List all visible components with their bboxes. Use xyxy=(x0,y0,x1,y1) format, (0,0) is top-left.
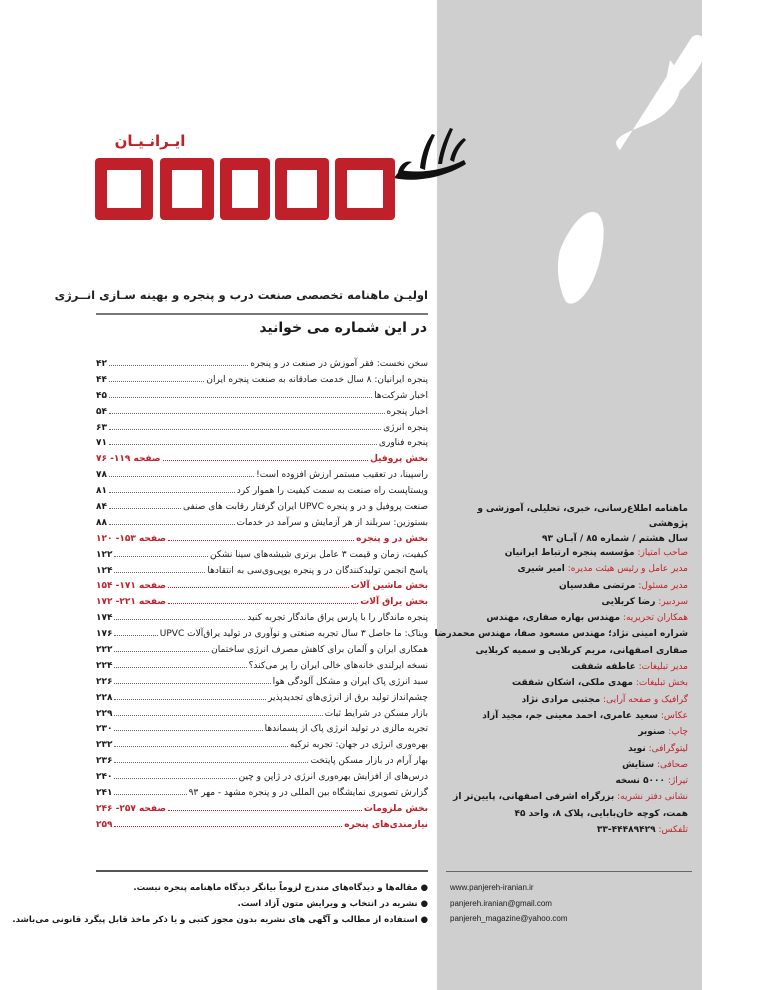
toc-title: بازار مسکن در شرایط ثبات xyxy=(324,708,428,719)
toc-leader xyxy=(114,785,186,795)
staff-list xyxy=(434,545,688,838)
logo-subtitle: ایـرانـیـان xyxy=(114,132,186,150)
staff-label: چاپ: xyxy=(668,727,688,738)
toc-title: سخن نخست: فقر آموزش در صنعت در و پنجره xyxy=(250,359,428,369)
staff-row xyxy=(448,757,688,773)
toc-row xyxy=(96,737,428,753)
toc-leader xyxy=(114,706,322,716)
staff-value: سعید عامری، احمد معینی جم، مجید آزاد xyxy=(482,710,659,721)
toc-title: درس‌های از افزایش بهره‌وری انرژی در ژاپن و چین xyxy=(238,772,428,783)
toc-page: ۸۴ xyxy=(96,502,107,513)
staff-label: لیتوگرافی: xyxy=(648,743,688,754)
staff-value: صنوبر xyxy=(638,727,666,738)
toc-page: ۷۸ xyxy=(96,470,107,481)
magazine-description: ماهنامه اطلاع‌رسانی، خبری، تحلیلی، آموزشی و پژوهشی xyxy=(477,504,688,529)
staff-row xyxy=(448,610,688,626)
toc-row xyxy=(96,420,428,436)
table-of-contents xyxy=(96,356,428,833)
toc-page: صفحه ۱۱۹- ۷۶ xyxy=(96,454,161,465)
toc-title: راسپینا، در تعقیب مستمر ارزش افزوده است! xyxy=(256,470,428,481)
toc-title: بخش در و پنجره xyxy=(356,533,428,544)
toc-title: بخش یراق آلات xyxy=(360,597,428,608)
toc-leader xyxy=(114,547,208,557)
staff-row xyxy=(448,741,688,757)
toc-title: بهره‌وری انرژی در جهان: تجربه ترکیه xyxy=(289,740,428,751)
divider xyxy=(96,313,428,315)
toc-page: ۲۳۰ xyxy=(96,724,113,735)
website-link[interactable]: www.panjereh-iranian.ir xyxy=(450,883,534,892)
toc-row xyxy=(96,706,428,722)
toc-page: ۲۴۱ xyxy=(96,788,113,799)
note-item: ● مقاله‌ها و دیدگاه‌های مندرج لزوماً بیانگر دیدگاه ماهنامه پنجره نیست. xyxy=(133,883,428,893)
contact-info xyxy=(450,880,690,927)
toc-row xyxy=(96,483,428,499)
toc-title: ویناک: ما حاصل ۳ سال تجربه صنعتی و نوآوری در تولید یراق‌آلات UPVC xyxy=(159,629,428,640)
staff-value: مرتضی مقدسیان xyxy=(558,580,636,591)
calligraphy-stroke-icon xyxy=(520,0,720,330)
toc-title: اخبار شرکت‌ها xyxy=(374,390,428,401)
contents-title: در این شماره می خوانید xyxy=(259,320,427,336)
toc-page: ۸۱ xyxy=(96,486,107,497)
toc-title: اخبار پنجره xyxy=(386,406,428,417)
toc-leader xyxy=(114,658,246,668)
toc-row xyxy=(96,356,428,372)
staff-value: ۵۰۰۰ نسخه xyxy=(615,776,666,787)
toc-page: صفحه ۲۵۷- ۲۴۶ xyxy=(96,803,167,814)
toc-leader xyxy=(114,626,157,636)
staff-label: نشانی دفتر نشریه: xyxy=(617,792,688,803)
staff-label: مدیر مسئول: xyxy=(638,580,688,591)
staff-row xyxy=(448,561,688,577)
toc-title: کیفیت، زمان و قیمت ۳ عامل برتری شیشه‌های سینا نشکن xyxy=(210,549,428,560)
staff-row xyxy=(448,724,688,740)
staff-row xyxy=(448,594,688,610)
toc-page: ۴۴ xyxy=(96,374,107,385)
toc-title: پنجره ایرانیان: ۸ سال خدمت صادقانه به صنعت پنجره ایران xyxy=(206,374,428,385)
staff-value: مؤسسه پنجره ارتباط ایرانیان xyxy=(504,548,635,558)
toc-row xyxy=(96,404,428,420)
staff-value: همت، کوچه خان‌بابایی، پلاک ۸، واحد ۴۵ xyxy=(514,808,688,819)
staff-value: مهندس بهاره صفاری، مهندس xyxy=(486,613,621,624)
toc-leader xyxy=(114,642,209,652)
toc-row xyxy=(96,610,428,626)
staff-value: مجتبی مرادی نژاد xyxy=(521,694,601,705)
toc-title: پاسخ انجمن تولیدکنندگان در و پنجره یوپی‌وی‌سی به انتقادها xyxy=(207,565,428,576)
toc-page: صفحه ۲۲۱- ۱۷۲ xyxy=(96,597,167,608)
staff-label: بخش تبلیغات: xyxy=(635,678,688,689)
toc-row xyxy=(96,547,428,563)
staff-label: تیراژ: xyxy=(667,776,688,787)
staff-row xyxy=(448,692,688,708)
staff-label: مدیر عامل و رئیس هیئت مدیره: xyxy=(567,564,688,575)
staff-value: ۴۴۴۸۹۴۲۹-۳۳ xyxy=(596,825,656,836)
toc-title: بخش پروفیل xyxy=(370,454,428,465)
magazine-info xyxy=(448,502,688,547)
toc-leader xyxy=(109,515,235,525)
toc-row xyxy=(96,642,428,658)
toc-page: ۱۲۲ xyxy=(96,549,113,560)
staff-label: مدیر تبلیغات: xyxy=(638,662,688,673)
toc-title: چشم‌انداز تولید برق از انرژی‌های تجدیدپذیر xyxy=(268,692,428,703)
staff-value: مهدی ملکی، اشکان شفقت xyxy=(512,678,633,689)
toc-row xyxy=(96,388,428,404)
staff-value: بزرگراه اشرفی اصفهانی، پایین‌تر از xyxy=(453,792,615,803)
email-link[interactable]: panjereh_magazine@yahoo.com xyxy=(450,914,568,923)
toc-title: تجربه مالزی در تولید انرژی پاک از پسماندها xyxy=(264,724,428,735)
toc-leader xyxy=(109,356,248,366)
toc-leader xyxy=(109,420,381,430)
toc-page: صفحه ۱۷۱- ۱۵۴ xyxy=(96,581,167,592)
toc-title: بستوزین: سربلند از هر آزمایش و سرآمد در خدمات xyxy=(236,517,428,528)
toc-page: ۲۲۶ xyxy=(96,676,113,687)
staff-row xyxy=(448,708,688,724)
staff-label: همکاران تحریریه: xyxy=(622,613,688,624)
toc-leader xyxy=(109,404,385,414)
divider xyxy=(446,871,692,872)
staff-row xyxy=(448,773,688,789)
toc-page: ۱۲۴ xyxy=(96,565,113,576)
staff-value: رضا کربلایی xyxy=(601,596,656,607)
toc-row xyxy=(96,785,428,801)
toc-title: نیازمندی‌های پنجره xyxy=(344,819,428,830)
staff-row xyxy=(448,659,688,675)
toc-page: ۲۲۴ xyxy=(96,660,113,671)
toc-row xyxy=(96,769,428,785)
toc-page: ۲۳۲ xyxy=(96,740,113,751)
toc-title: بهار آرام در بازار مسکن پایتخت xyxy=(310,756,428,767)
toc-leader xyxy=(114,563,205,573)
toc-leader xyxy=(114,737,287,747)
staff-label: تلفکس: xyxy=(658,825,688,836)
staff-value: نوید xyxy=(628,743,646,754)
toc-title: صنعت پروفیل و در و پنجره UPVC ایران گرفتار رقابت های صنفی xyxy=(182,502,428,513)
toc-page: ۲۲۲ xyxy=(96,645,113,656)
issue-info: سال هشتم / شماره ۸۵ / آبـان ۹۳ xyxy=(541,534,688,544)
toc-page: ۷۱ xyxy=(96,438,107,449)
toc-title: پنجره فناوری xyxy=(378,438,428,449)
toc-row xyxy=(96,658,428,674)
toc-leader xyxy=(163,451,368,461)
staff-label: صاحب امتیاز: xyxy=(637,548,688,558)
staff-label: عکاس: xyxy=(660,710,688,721)
toc-leader xyxy=(109,467,254,477)
toc-leader xyxy=(114,753,308,763)
toc-page: ۴۵ xyxy=(96,390,107,401)
toc-section-row xyxy=(96,531,428,547)
toc-section-row xyxy=(96,578,428,594)
toc-title: سبد انرژی پاک ایران و مشکل آلودگی هوا xyxy=(272,676,428,687)
toc-section-row xyxy=(96,451,428,467)
toc-page: ۲۳۶ xyxy=(96,756,113,767)
toc-leader xyxy=(114,817,342,827)
magazine-tagline: اولیـن ماهنامه تخصصی صنعت درب و پنجره و بهینه سـازی انــرژی xyxy=(54,288,428,302)
toc-page: ۱۷۴ xyxy=(96,613,113,624)
toc-leader xyxy=(114,610,245,620)
toc-leader xyxy=(109,372,204,382)
toc-page: ۲۲۹ xyxy=(96,708,113,719)
toc-section-row xyxy=(96,801,428,817)
toc-leader xyxy=(109,388,372,398)
staff-row xyxy=(448,643,688,659)
staff-row xyxy=(448,675,688,691)
toc-title: همکاری ایران و آلمان برای کاهش مصرف انرژی ساختمان xyxy=(211,645,428,656)
note-item: ● استفاده از مطالب و آگهی های نشریه بدون مجوز کتبی و یا ذکر ماخذ قابل پیگرد قانونی می‌باشد. xyxy=(12,915,428,925)
staff-value: ستایش xyxy=(622,759,655,770)
toc-row xyxy=(96,372,428,388)
toc-section-row xyxy=(96,817,428,833)
toc-page: ۲۴۰ xyxy=(96,772,113,783)
toc-leader xyxy=(114,721,262,731)
toc-row xyxy=(96,515,428,531)
toc-title: پنجره ماندگار را با پارس یراق ماندگار تجربه کنید xyxy=(247,613,428,624)
email-link[interactable]: panjereh.iranian@gmail.com xyxy=(450,898,552,908)
toc-row xyxy=(96,753,428,769)
toc-row xyxy=(96,626,428,642)
staff-label: صحافی: xyxy=(656,759,688,770)
toc-page: ۱۷۶ xyxy=(96,629,113,640)
toc-page: ۵۴ xyxy=(96,406,107,417)
toc-row xyxy=(96,499,428,515)
toc-leader xyxy=(168,594,358,604)
toc-leader xyxy=(109,483,235,493)
toc-title: پنجره انرژی xyxy=(383,422,428,433)
staff-value: امیر شیری xyxy=(517,564,565,575)
staff-row xyxy=(448,578,688,594)
toc-title: بخش ملزومات xyxy=(363,803,428,814)
toc-leader xyxy=(114,769,236,779)
toc-leader xyxy=(114,674,270,684)
toc-leader xyxy=(168,578,349,588)
disclaimer-notes xyxy=(12,880,428,928)
staff-row xyxy=(448,822,688,838)
toc-title: گزارش تصویری نمایشگاه بین المللی در و پنجره مشهد - مهر ۹۳ xyxy=(188,788,428,799)
staff-row xyxy=(448,806,688,822)
toc-leader xyxy=(109,499,181,509)
toc-leader xyxy=(114,690,266,700)
staff-value: عاطفه شفقت xyxy=(571,662,636,673)
toc-leader xyxy=(109,435,377,445)
toc-title: ویستاپست راه صنعت به سمت کیفیت را هموار کرد xyxy=(236,486,428,497)
toc-page: صفحه ۱۵۳- ۱۲۰ xyxy=(96,533,167,544)
toc-page: ۲۲۸ xyxy=(96,692,113,703)
staff-value: شراره امینی نژاد؛ مهندس مسعود صفا، مهندس محمدرضا xyxy=(434,629,688,640)
toc-page: ۸۸ xyxy=(96,517,107,528)
toc-row xyxy=(96,721,428,737)
divider xyxy=(96,870,428,872)
toc-row xyxy=(96,435,428,451)
toc-leader xyxy=(168,531,354,541)
toc-row xyxy=(96,563,428,579)
toc-row xyxy=(96,467,428,483)
staff-value: صفاری اصفهانی، مریم کربلایی و سمیه کربلایی xyxy=(475,645,688,656)
toc-page: ۲۵۹ xyxy=(96,819,113,830)
toc-title: بخش ماشین آلات xyxy=(350,581,428,592)
toc-row xyxy=(96,690,428,706)
toc-page: ۴۲ xyxy=(96,359,107,369)
toc-section-row xyxy=(96,594,428,610)
toc-leader xyxy=(168,801,362,811)
staff-row xyxy=(434,626,688,642)
staff-label: گرافیک و صفحه آرایی: xyxy=(603,694,688,705)
staff-label: سردبیر: xyxy=(658,596,688,607)
toc-page: ۶۳ xyxy=(96,422,107,433)
toc-row xyxy=(96,674,428,690)
note-item: ● نشریه در انتخاب و ویرایش متون آزاد است. xyxy=(237,899,428,909)
staff-row xyxy=(448,789,688,805)
toc-title: نسخه ایرلندی خانه‌های خالی ایران را پر می‌کند؟ xyxy=(248,660,428,671)
staff-row xyxy=(448,545,688,561)
